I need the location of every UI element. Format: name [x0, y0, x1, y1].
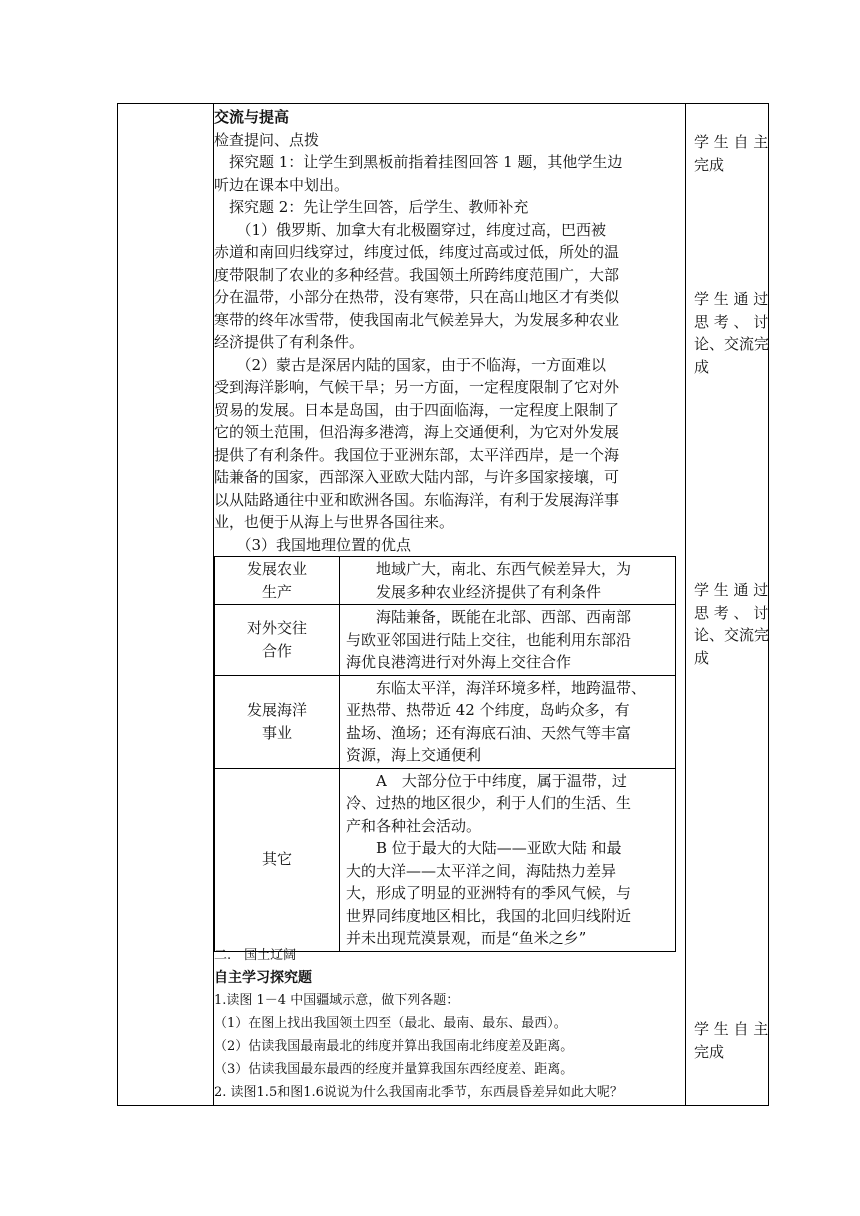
paragraph-line: 分在温带，小部分在热带，没有寒带，只在高山地区才有类似 [214, 288, 620, 306]
part2-item: （1）在图上找出我国领土四至（最北、最南、最东、最西）。 [214, 1016, 567, 1031]
column-divider-right [685, 104, 686, 1105]
category-cell: 其它 [215, 768, 340, 951]
description-cell: 地域广大，南北、东西气候差异大，为 发展多种农业经济提供了有利条件 [340, 557, 676, 605]
part2-title: 二. 国土辽阔 [214, 948, 297, 963]
q1-line: 听边在课本中划出。 [214, 175, 350, 194]
main-content-column [214, 104, 685, 1100]
q2-intro: 探究题 2：先让学生回答，后学生、教师补充 [214, 198, 529, 216]
paragraph-line: 度带限制了农业的多种经营。我国领土所跨纬度范围广，大部 [214, 265, 620, 284]
paragraph-line: 寒带的终年冰雪带，使我国南北气候差异大，为发展多种农业 [214, 310, 620, 329]
paragraph-line: 赤道和南回归线穿过，纬度过低，纬度过高或过低，所处的温 [214, 243, 620, 261]
section-heading: 交流与提高 [214, 108, 290, 126]
paragraph-line: 提供了有利条件。我国位于亚洲东部，太平洋西岸，是一个海 [214, 445, 620, 464]
category-cell: 发展海洋 事业 [215, 675, 340, 768]
paragraph-line: 以从陆路通往中亚和欧洲各国。东临海洋，有利于发展海洋事 [214, 490, 620, 509]
part2-question: 2. 读图1.5和图1.6说说为什么我国南北季节，东西晨昏差异如此大呢？ [214, 1085, 623, 1100]
paragraph-line: 经济提供了有利条件。 [214, 333, 365, 351]
part2-item: （2）估读我国最南最北的纬度并算出我国南北纬度差及距离。 [214, 1039, 574, 1054]
category-cell: 对外交往 合作 [215, 605, 340, 676]
paragraph-line: 陆兼备的国家，西部深入亚欧大陆内部，与许多国家接壤，可 [214, 468, 620, 486]
right-note: 学 生 自 主 完成 [694, 133, 769, 174]
right-note: 学 生 通 过 思 考 、 讨 论、交流完 成 [694, 581, 770, 667]
paragraph-line: （3）我国地理位置的优点 [214, 535, 412, 554]
paragraph-line: 它的领土范围，但沿海多港湾，海上交通便利，为它对外发展 [214, 423, 620, 441]
q1-line: 探究题 1：让学生到黑板前指着挂图回答 1 题，其他学生边 [214, 153, 623, 171]
advantages-table [214, 556, 676, 952]
table-row [215, 605, 676, 676]
table-row [215, 557, 676, 605]
paragraph-line: 贸易的发展。日本是岛国，由于四面临海，一定程度上限制了 [214, 400, 620, 419]
paragraph-line: 受到海洋影响，气候干旱；另一方面，一定程度限制了它对外 [214, 378, 620, 396]
paragraph-line: （2）蒙古是深居内陆的国家，由于不临海，一方面难以 [214, 355, 607, 374]
description-cell: 东临太平洋，海洋环境多样，地跨温带、 亚热带、热带近 42 个纬度，岛屿众多，有 盐场、渔场；还有海底石油、天然气等丰富 资源，海上交通便利 [340, 675, 676, 768]
table-row [215, 768, 676, 951]
part2-block [214, 946, 685, 1103]
description-cell: A 大部分位于中纬度，属于温带，过 冷、过热的地区很少，利于人们的生活、生 产和各种社会活动。 B 位于最大的大陆——亚欧大陆 和最 大的大洋——太平洋之间，海陆热力差异 大，形成了明显的亚洲特有的季风气候，与 世界同纬度地区相比，我国的北回归线附近 并未出现荒漠景观，而是“鱼米之乡” [340, 768, 676, 951]
table-row [215, 675, 676, 768]
right-note: 学 生 自 主 完成 [694, 1020, 769, 1061]
description-cell: 海陆兼备，既能在北部、西部、西南部 与欧亚邻国进行陆上交往，也能利用东部沿 海优良港湾进行对外海上交往合作 [340, 605, 676, 676]
part2-heading: 自主学习探究题 [214, 970, 312, 986]
part2-item: （3）估读我国最东最西的经度并量算我国东西经度差、距离。 [214, 1062, 574, 1077]
check-line: 检查提问、点拨 [214, 130, 320, 149]
right-note: 学 生 通 过 思 考 、 讨 论、交流完 成 [694, 290, 770, 376]
paragraph-line: （1）俄罗斯、加拿大有北极圈穿过，纬度过高，巴西被 [214, 220, 607, 239]
lesson-table [117, 103, 769, 1106]
category-cell: 发展农业 生产 [215, 557, 340, 605]
paragraph-line: 业，也便于从海上与世界各国往来。 [214, 513, 455, 531]
part2-question: 1.读图 1－4 中国疆域示意，做下列各题： [214, 993, 460, 1008]
